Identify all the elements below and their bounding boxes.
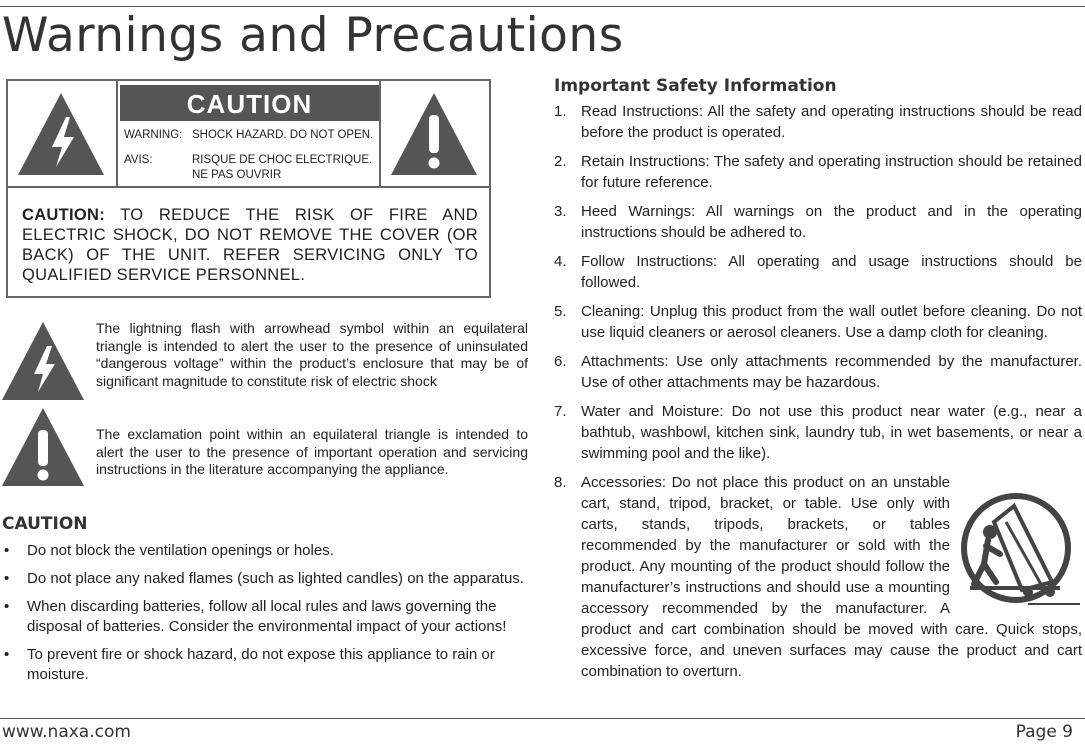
item-text: Heed Warnings: All warnings on the product and in the operating instructions should be adhered to. (581, 203, 1082, 241)
item-number: 8. (554, 474, 567, 491)
footer-website: www.naxa.com (2, 722, 131, 742)
list-item (554, 151, 1082, 193)
item-text: Water and Moisture: Do not use this product near water (e.g., near a bathtub, washbowl, kitchen sink, laundry tub, in wet basements, or near a swimming pool and the like). (581, 403, 1082, 462)
caution-heading: CAUTION (2, 514, 88, 534)
caution-box-center-panel (116, 81, 383, 188)
exclamation-symbol-description: The exclamation point within an equilateral triangle is intended to alert the user to the presence of important operation and servicing instructions in the literature accompanying the appliance. (96, 426, 528, 477)
footer-page-number: Page 9 (1015, 722, 1073, 742)
caution-list (4, 541, 529, 693)
page-title: Warnings and Precautions (2, 8, 624, 63)
list-item: • To prevent fire or shock hazard, do not expose this appliance to rain or moisture. (4, 645, 529, 685)
item-text: Retain Instructions: The safety and operating instruction should be retained for future reference. (581, 153, 1082, 191)
avis-text-1: RISQUE DE CHOC ELECTRIQUE. (192, 154, 373, 166)
item-text: Read Instructions: All the safety and operating instructions should be read before the product is operated. (581, 103, 1082, 141)
item-number: 1. (554, 103, 567, 120)
list-item (554, 401, 1082, 464)
list-item: • Do not place any naked flames (such as lighted candles) on the apparatus. (4, 569, 529, 589)
list-item: • Do not block the ventilation openings or holes. (4, 541, 529, 561)
caution-banner: CAUTION (120, 85, 379, 121)
warning-text: SHOCK HAZARD. DO NOT OPEN. (192, 129, 374, 141)
caution-word: CAUTION: (22, 206, 106, 224)
caution-label-box (6, 79, 491, 298)
item-number: 2. (554, 153, 567, 170)
list-item (554, 251, 1082, 293)
item-text: Follow Instructions: All operating and usage instructions should be followed. (581, 253, 1082, 291)
item-text: Attachments: Use only attachments recommended by the manufacturer. Use of other attachments may be hazardous. (581, 353, 1082, 391)
caution-box-left-panel (8, 81, 118, 188)
item-number: 6. (554, 353, 567, 370)
lightning-symbol-icon (0, 320, 86, 402)
caution-box-text (22, 205, 478, 285)
lightning-symbol-description: The lightning flash with arrowhead symbol within an equilateral triangle is intended to alert the user to the presence of uninsulated “dangerous voltage” within the product’s enclosure that may be of significant magnitude to constitute risk of electric shock (96, 320, 528, 389)
exclamation-warning-icon (389, 91, 479, 177)
exclamation-symbol-icon (0, 406, 86, 488)
item-number: 3. (554, 203, 567, 220)
avis-text-2: NE PAS OUVRIR (192, 169, 282, 181)
lightning-warning-icon (16, 91, 106, 177)
warning-label: WARNING: (124, 129, 183, 141)
list-item (554, 101, 1082, 143)
cart-tip-over-warning-icon (956, 492, 1082, 610)
caution-statement: TO REDUCE THE RISK OF FIRE AND ELECTRIC SHOCK, DO NOT REMOVE THE COVER (OR BACK) OF THE UNIT. REFER SERVICING ONLY TO QUALIFIED SERVICE PERSONNEL. (22, 206, 478, 284)
avis-label: AVIS: (124, 154, 153, 166)
list-item (554, 472, 1082, 682)
safety-info-list (554, 101, 1082, 690)
bottom-rule (0, 718, 1085, 719)
caution-box-right-panel (379, 81, 489, 188)
item-number: 5. (554, 303, 567, 320)
item-text: Accessories: Do not place this product on an unstable cart, stand, tripod, bracket, or table. Use only with carts, stands, tripods, brackets, or tables recommended by the manufacturer or sold with the product. Any mounting of the product should follow the manufacturer’s instructions and should use a mounting accessory recommended by the manufacturer. A product and cart combination should be moved with care. Quick stops, excessive force, and uneven surfaces may cause the product and cart combination to overturn. (581, 474, 1082, 680)
list-item (554, 301, 1082, 343)
safety-info-heading: Important Safety Information (554, 76, 837, 96)
item-number: 7. (554, 403, 567, 420)
list-item: • When discarding batteries, follow all local rules and laws governing the disposal of batteries. Consider the environmental impact of your actions! (4, 597, 529, 637)
list-item (554, 351, 1082, 393)
list-item (554, 201, 1082, 243)
item-text: Cleaning: Unplug this product from the wall outlet before cleaning. Do not use liquid cleaners or aerosol cleaners. Use a damp cloth for cleaning. (581, 303, 1082, 341)
item-number: 4. (554, 253, 567, 270)
top-rule (0, 6, 1085, 7)
